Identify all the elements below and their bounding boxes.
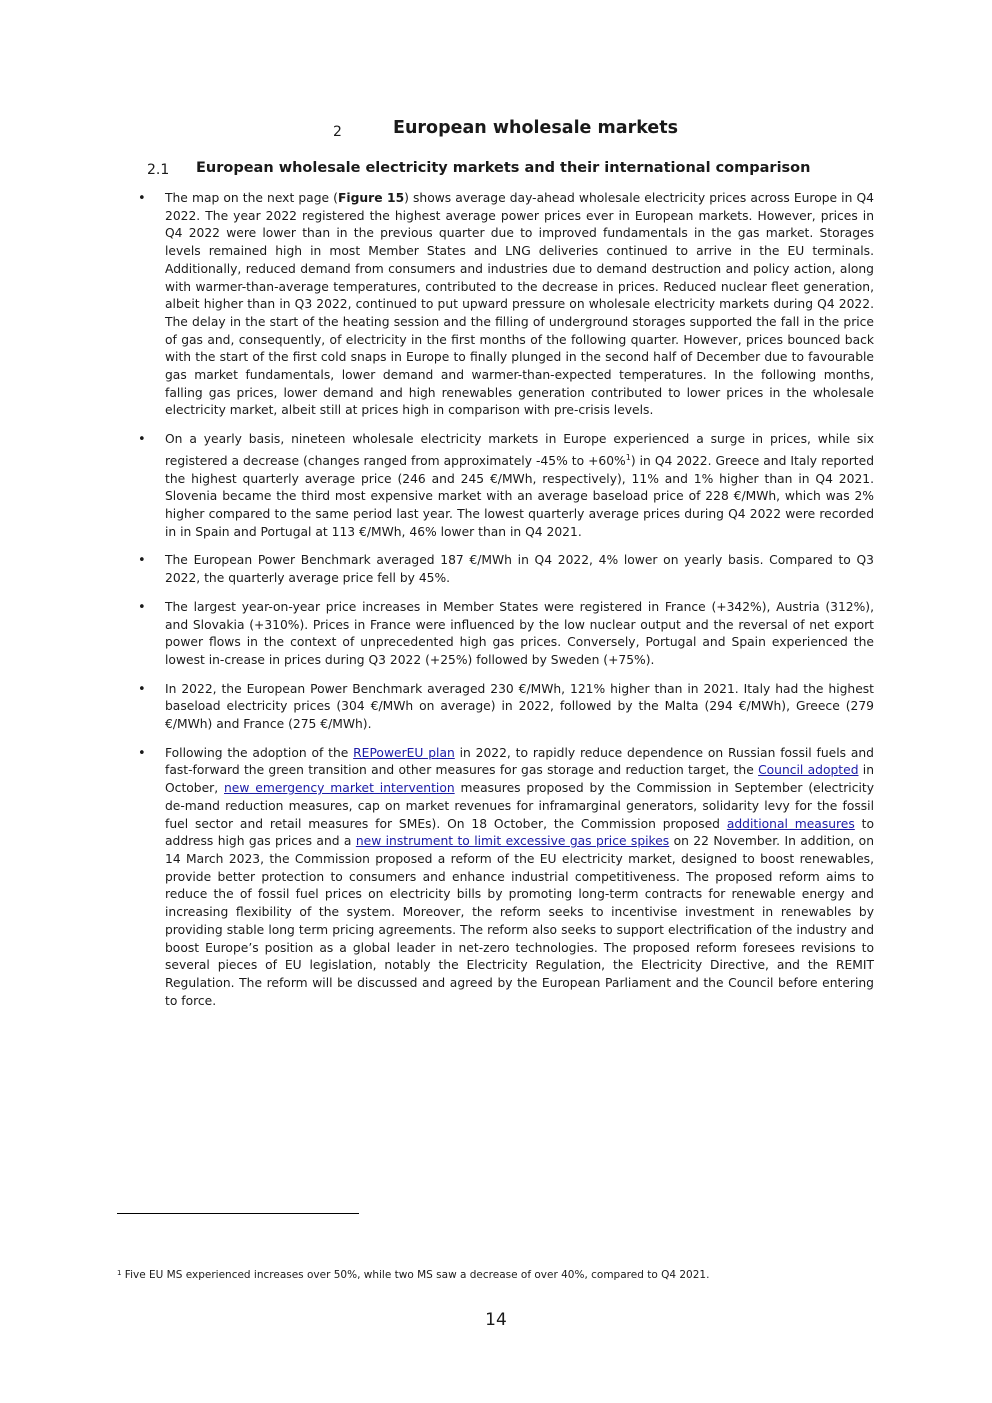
paragraph-text: Following the adoption of the xyxy=(165,745,354,760)
footnote-mark: 1 xyxy=(117,1269,122,1277)
paragraph-text: to address high gas prices and a xyxy=(165,816,874,849)
footnote-reference[interactable]: 1 xyxy=(625,452,631,462)
paragraph-text: ) shows average day-ahead wholesale electricity prices across Europe in Q4 2022. The year 2022 registered the highest average power prices ever in European markets. However, prices in Q4 2022 were lower than in the previous quarter due to improved fundamentals in the gas market. Storages levels remained high in most Member States and LNG deliveries continued to arrive in the EU terminals. Additionally, reduced demand from consumers and industries due to demand destruction and policy action, along with warmer-than-average temperatures, contributed to the decrease in prices. Reduced nuclear fleet generation, albeit higher than in Q3 2022, continued to put upward pressure on wholesale electricity markets during Q4 2022. The delay in the start of the heating session and the filling of underground storages supported the fall in the price of gas and, consequently, of electricity in the first months of the following quarter. However, prices bounced back with the start of the first cold snaps in Europe to finally plunged in the second half of December due to favourable gas market fundamentals, lower demand and warmer-than-expected temperatures. In the following months, falling gas prices, lower demand and high renewables generation contributed to lower prices in the wholesale electricity market, albeit still at prices high in comparison with pre-crisis levels. xyxy=(165,191,874,418)
paragraph-text: In 2022, the European Power Benchmark averaged 230 €/MWh, 121% higher than in 2021. Italy had the highest baseload electricity prices (304 €/MWh on average) in 2022, followed by the Malta (294 €/MWh), Greece (279 €/MWh) and France (275 €/MWh). xyxy=(165,681,874,732)
bullet-icon: • xyxy=(138,599,146,615)
paragraph-text: The map on the next page ( xyxy=(165,191,338,205)
figure-reference: Figure 15 xyxy=(337,191,405,205)
paragraph-text: The largest year-on-year price increases in Member States were registered in France (+342%), Austria (312%), and Slovakia (+310%). Prices in France were influenced by the low nuclear output and the reversal of net export power flows in the context of unprecedented high gas prices. Conversely, Portugal and Spain experienced the lowest in-crease in prices during Q3 2022 (+25%) followed by Sweden (+75%). xyxy=(165,599,874,667)
bullet-icon: • xyxy=(138,553,146,569)
additional-measures-link[interactable]: additional measures xyxy=(726,816,855,831)
list-item xyxy=(0,681,992,734)
paragraph-text: measures proposed by the Commission in September (electricity de-mand reduction measures, cap on market revenues for inframarginal generators, solidarity levy for the fossil fuel sector and retail measures for SMEs). On 18 October, the Commission proposed xyxy=(165,781,875,831)
section-title: European wholesale markets xyxy=(393,118,679,138)
bullet-icon: • xyxy=(138,432,146,448)
repowereu-plan-link[interactable]: REPowerEU plan xyxy=(353,745,455,760)
bullet-icon: • xyxy=(138,745,146,761)
emergency-market-intervention-link[interactable]: new emergency market intervention xyxy=(224,781,455,796)
subsection-number: 2.1 xyxy=(147,162,170,178)
section-number: 2 xyxy=(333,124,342,140)
bullet-icon: • xyxy=(138,681,146,697)
council-adopted-link[interactable]: Council adopted xyxy=(758,763,859,778)
footnote-text: Five EU MS experienced increases over 50%, while two MS saw a decrease of over 40%, compared to Q4 2021. xyxy=(121,1269,710,1281)
paragraph-text: The European Power Benchmark averaged 187 €/MWh in Q4 2022, 4% lower on yearly basis. Compared to Q3 2022, the quarterly average price fell by 45%. xyxy=(165,553,874,586)
list-item xyxy=(0,599,992,670)
paragraph-text: ) in Q4 2022. Greece and Italy reported the highest quarterly average price (246 and 245 €/MWh, respectively), 11% and 1% higher than in Q4 2021. Slovenia became the third most expensive market with an average baseload price of 228 €/MWh, which was 2% higher compared to the same period last year. The lowest quarterly average prices during Q4 2022 were recorded in in Spain and Portugal at 113 €/MWh, 46% lower than in Q4 2021. xyxy=(165,453,874,539)
list-item xyxy=(0,552,992,587)
paragraph-text: on 22 November. In addition, on 14 March 2023, the Commission proposed a reform of the EU electricity market, designed to boost renewables, provide better protection to consumers and enhance industrial competitiveness. The proposed reform aims to reduce the of fossil fuel prices on electricity bills by promoting long-term contracts for renewable energy and increasing flexibility of the system. Moreover, the reform seeks to incentivise investment in renewables by providing stable long term pricing agreements. The reform also seeks to support electrification of the industry and boost Europe’s position as a global leader in net-zero technologies. The proposed reform foresees revisions to several pieces of EU legislation, notably the Electricity Regulation, the Electricity Directive, and the REMIT Regulation. The reform will be discussed and agreed by the European Parliament and the Council before entering to force. xyxy=(165,834,874,1008)
paragraph-text: On a yearly basis, nineteen wholesale electricity markets in Europe experienced a surge in prices, while six registered a decrease (changes ranged from approximately -45% to +60% xyxy=(165,432,874,468)
page-number: 14 xyxy=(485,1310,507,1330)
footnote xyxy=(117,1269,709,1281)
list-item xyxy=(0,745,992,1011)
bullet-list xyxy=(0,190,992,1021)
gas-price-spikes-instrument-link[interactable]: new instrument to limit excessive gas price spikes xyxy=(355,834,670,849)
paragraph-text: in 2022, to rapidly reduce dependence on Russian fossil fuels and fast-forward the green transition and other measures for gas storage and reduction target, the xyxy=(165,745,874,778)
footnote-divider xyxy=(117,1213,359,1214)
subsection-title: European wholesale electricity markets and their international comparison xyxy=(196,160,811,176)
paragraph-text: in October, xyxy=(165,763,874,796)
list-item xyxy=(0,190,992,420)
bullet-icon: • xyxy=(138,191,146,206)
list-item xyxy=(0,431,992,541)
